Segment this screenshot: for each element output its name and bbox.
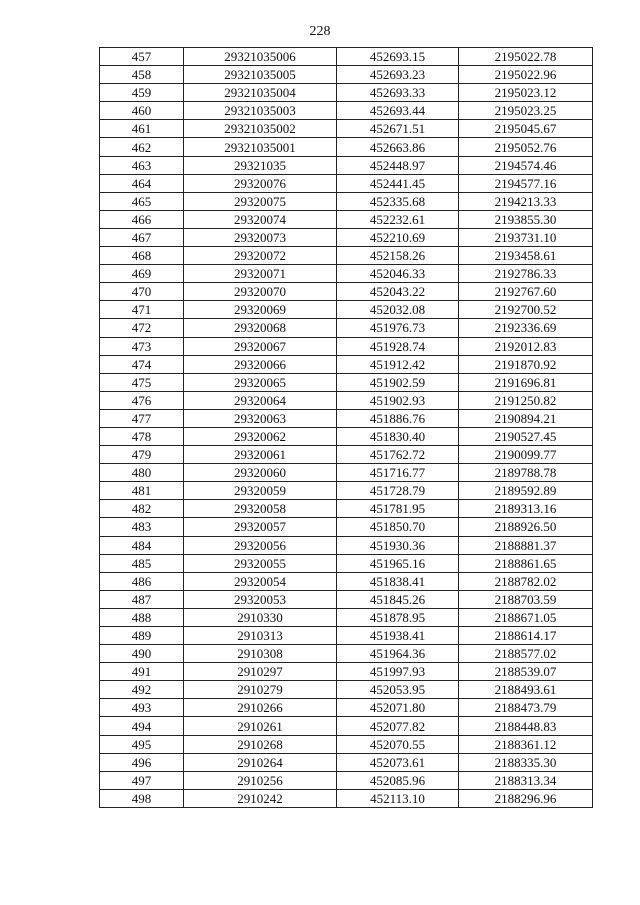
x-coordinate-cell: 451845.26 <box>337 590 459 608</box>
point-number-cell: 479 <box>100 446 184 464</box>
code-cell: 29320056 <box>184 536 337 554</box>
table-row <box>100 446 593 464</box>
x-coordinate-cell: 451902.59 <box>337 373 459 391</box>
x-coordinate-cell: 451850.70 <box>337 518 459 536</box>
table-row <box>100 717 593 735</box>
code-cell: 2910308 <box>184 645 337 663</box>
y-coordinate-cell: 2192700.52 <box>459 301 593 319</box>
y-coordinate-cell: 2195022.78 <box>459 48 593 66</box>
point-number-cell: 488 <box>100 608 184 626</box>
code-cell: 29320059 <box>184 482 337 500</box>
x-coordinate-cell: 452210.69 <box>337 228 459 246</box>
x-coordinate-cell: 451716.77 <box>337 464 459 482</box>
table-row <box>100 753 593 771</box>
code-cell: 29320076 <box>184 174 337 192</box>
point-number-cell: 492 <box>100 681 184 699</box>
point-number-cell: 490 <box>100 645 184 663</box>
code-cell: 29320066 <box>184 355 337 373</box>
y-coordinate-cell: 2192012.83 <box>459 337 593 355</box>
x-coordinate-cell: 452232.61 <box>337 210 459 228</box>
code-cell: 29320064 <box>184 391 337 409</box>
y-coordinate-cell: 2195023.12 <box>459 84 593 102</box>
code-cell: 29320053 <box>184 590 337 608</box>
y-coordinate-cell: 2188473.79 <box>459 699 593 717</box>
x-coordinate-cell: 452071.80 <box>337 699 459 717</box>
table-row <box>100 789 593 807</box>
y-coordinate-cell: 2194574.46 <box>459 156 593 174</box>
y-coordinate-cell: 2188539.07 <box>459 663 593 681</box>
point-number-cell: 497 <box>100 771 184 789</box>
x-coordinate-cell: 452085.96 <box>337 771 459 789</box>
table-row <box>100 102 593 120</box>
table-row <box>100 174 593 192</box>
x-coordinate-cell: 452070.55 <box>337 735 459 753</box>
y-coordinate-cell: 2188671.05 <box>459 608 593 626</box>
point-number-cell: 458 <box>100 66 184 84</box>
table-row <box>100 84 593 102</box>
x-coordinate-cell: 451965.16 <box>337 554 459 572</box>
table-row <box>100 355 593 373</box>
code-cell: 29320068 <box>184 319 337 337</box>
x-coordinate-cell: 452077.82 <box>337 717 459 735</box>
point-number-cell: 464 <box>100 174 184 192</box>
table-row <box>100 138 593 156</box>
point-number-cell: 484 <box>100 536 184 554</box>
y-coordinate-cell: 2193855.30 <box>459 210 593 228</box>
code-cell: 29321035001 <box>184 138 337 156</box>
y-coordinate-cell: 2190099.77 <box>459 446 593 464</box>
x-coordinate-cell: 451930.36 <box>337 536 459 554</box>
y-coordinate-cell: 2188614.17 <box>459 627 593 645</box>
table-row <box>100 409 593 427</box>
point-number-cell: 485 <box>100 554 184 572</box>
table-row <box>100 228 593 246</box>
point-number-cell: 482 <box>100 500 184 518</box>
x-coordinate-cell: 451976.73 <box>337 319 459 337</box>
x-coordinate-cell: 451938.41 <box>337 627 459 645</box>
y-coordinate-cell: 2189313.16 <box>459 500 593 518</box>
table-row <box>100 391 593 409</box>
y-coordinate-cell: 2188313.34 <box>459 771 593 789</box>
table-row <box>100 536 593 554</box>
y-coordinate-cell: 2191696.81 <box>459 373 593 391</box>
code-cell: 29321035002 <box>184 120 337 138</box>
code-cell: 29320065 <box>184 373 337 391</box>
x-coordinate-cell: 452663.86 <box>337 138 459 156</box>
point-number-cell: 469 <box>100 265 184 283</box>
y-coordinate-cell: 2189592.89 <box>459 482 593 500</box>
y-coordinate-cell: 2192786.33 <box>459 265 593 283</box>
code-cell: 2910297 <box>184 663 337 681</box>
y-coordinate-cell: 2188577.02 <box>459 645 593 663</box>
y-coordinate-cell: 2188448.83 <box>459 717 593 735</box>
code-cell: 29321035006 <box>184 48 337 66</box>
point-number-cell: 471 <box>100 301 184 319</box>
point-number-cell: 465 <box>100 192 184 210</box>
code-cell: 29320060 <box>184 464 337 482</box>
x-coordinate-cell: 451964.36 <box>337 645 459 663</box>
table-row <box>100 608 593 626</box>
table-row <box>100 66 593 84</box>
y-coordinate-cell: 2194213.33 <box>459 192 593 210</box>
y-coordinate-cell: 2188361.12 <box>459 735 593 753</box>
y-coordinate-cell: 2188782.02 <box>459 572 593 590</box>
point-number-cell: 463 <box>100 156 184 174</box>
point-number-cell: 461 <box>100 120 184 138</box>
table-row <box>100 518 593 536</box>
y-coordinate-cell: 2193731.10 <box>459 228 593 246</box>
point-number-cell: 491 <box>100 663 184 681</box>
y-coordinate-cell: 2192767.60 <box>459 283 593 301</box>
code-cell: 29320075 <box>184 192 337 210</box>
code-cell: 2910266 <box>184 699 337 717</box>
x-coordinate-cell: 451997.93 <box>337 663 459 681</box>
point-number-cell: 489 <box>100 627 184 645</box>
y-coordinate-cell: 2188926.50 <box>459 518 593 536</box>
code-cell: 29320063 <box>184 409 337 427</box>
code-cell: 29320073 <box>184 228 337 246</box>
y-coordinate-cell: 2188335.30 <box>459 753 593 771</box>
table-row <box>100 464 593 482</box>
point-number-cell: 476 <box>100 391 184 409</box>
x-coordinate-cell: 452441.45 <box>337 174 459 192</box>
x-coordinate-cell: 452693.23 <box>337 66 459 84</box>
x-coordinate-cell: 452158.26 <box>337 247 459 265</box>
x-coordinate-cell: 451912.42 <box>337 355 459 373</box>
table-row <box>100 699 593 717</box>
code-cell: 2910330 <box>184 608 337 626</box>
table-row <box>100 120 593 138</box>
x-coordinate-cell: 452046.33 <box>337 265 459 283</box>
y-coordinate-cell: 2188703.59 <box>459 590 593 608</box>
x-coordinate-cell: 451902.93 <box>337 391 459 409</box>
code-cell: 29321035003 <box>184 102 337 120</box>
point-number-cell: 460 <box>100 102 184 120</box>
point-number-cell: 473 <box>100 337 184 355</box>
point-number-cell: 477 <box>100 409 184 427</box>
coordinates-table <box>99 47 593 808</box>
code-cell: 29320062 <box>184 427 337 445</box>
table-row <box>100 192 593 210</box>
y-coordinate-cell: 2194577.16 <box>459 174 593 192</box>
point-number-cell: 467 <box>100 228 184 246</box>
code-cell: 29321035004 <box>184 84 337 102</box>
x-coordinate-cell: 451762.72 <box>337 446 459 464</box>
code-cell: 29320055 <box>184 554 337 572</box>
x-coordinate-cell: 452043.22 <box>337 283 459 301</box>
table-row <box>100 590 593 608</box>
table-row <box>100 283 593 301</box>
y-coordinate-cell: 2192336.69 <box>459 319 593 337</box>
point-number-cell: 498 <box>100 789 184 807</box>
code-cell: 29320058 <box>184 500 337 518</box>
point-number-cell: 472 <box>100 319 184 337</box>
table-row <box>100 554 593 572</box>
y-coordinate-cell: 2195022.96 <box>459 66 593 84</box>
x-coordinate-cell: 452032.08 <box>337 301 459 319</box>
table-row <box>100 247 593 265</box>
point-number-cell: 457 <box>100 48 184 66</box>
point-number-cell: 474 <box>100 355 184 373</box>
point-number-cell: 493 <box>100 699 184 717</box>
x-coordinate-cell: 452053.95 <box>337 681 459 699</box>
y-coordinate-cell: 2188493.61 <box>459 681 593 699</box>
x-coordinate-cell: 451781.95 <box>337 500 459 518</box>
code-cell: 29320072 <box>184 247 337 265</box>
x-coordinate-cell: 452693.44 <box>337 102 459 120</box>
y-coordinate-cell: 2188296.96 <box>459 789 593 807</box>
point-number-cell: 483 <box>100 518 184 536</box>
point-number-cell: 496 <box>100 753 184 771</box>
table-row <box>100 48 593 66</box>
code-cell: 2910313 <box>184 627 337 645</box>
code-cell: 2910279 <box>184 681 337 699</box>
x-coordinate-cell: 452693.15 <box>337 48 459 66</box>
table-row <box>100 265 593 283</box>
point-number-cell: 481 <box>100 482 184 500</box>
point-number-cell: 478 <box>100 427 184 445</box>
code-cell: 29321035 <box>184 156 337 174</box>
code-cell: 2910268 <box>184 735 337 753</box>
x-coordinate-cell: 452693.33 <box>337 84 459 102</box>
x-coordinate-cell: 452671.51 <box>337 120 459 138</box>
point-number-cell: 462 <box>100 138 184 156</box>
point-number-cell: 494 <box>100 717 184 735</box>
code-cell: 29320067 <box>184 337 337 355</box>
code-cell: 29320070 <box>184 283 337 301</box>
table-row <box>100 572 593 590</box>
table-row <box>100 735 593 753</box>
table-row <box>100 210 593 228</box>
table-row <box>100 301 593 319</box>
x-coordinate-cell: 452113.10 <box>337 789 459 807</box>
x-coordinate-cell: 451830.40 <box>337 427 459 445</box>
code-cell: 2910261 <box>184 717 337 735</box>
point-number-cell: 466 <box>100 210 184 228</box>
code-cell: 29321035005 <box>184 66 337 84</box>
x-coordinate-cell: 451728.79 <box>337 482 459 500</box>
x-coordinate-cell: 452073.61 <box>337 753 459 771</box>
x-coordinate-cell: 452335.68 <box>337 192 459 210</box>
page-number: 228 <box>309 24 331 39</box>
y-coordinate-cell: 2195023.25 <box>459 102 593 120</box>
y-coordinate-cell: 2191250.82 <box>459 391 593 409</box>
point-number-cell: 487 <box>100 590 184 608</box>
code-cell: 29320061 <box>184 446 337 464</box>
y-coordinate-cell: 2193458.61 <box>459 247 593 265</box>
table-row <box>100 681 593 699</box>
point-number-cell: 459 <box>100 84 184 102</box>
x-coordinate-cell: 452448.97 <box>337 156 459 174</box>
x-coordinate-cell: 451878.95 <box>337 608 459 626</box>
code-cell: 29320057 <box>184 518 337 536</box>
table-row <box>100 627 593 645</box>
x-coordinate-cell: 451838.41 <box>337 572 459 590</box>
table-row <box>100 427 593 445</box>
table-body <box>100 48 593 808</box>
code-cell: 29320069 <box>184 301 337 319</box>
y-coordinate-cell: 2195045.67 <box>459 120 593 138</box>
x-coordinate-cell: 451928.74 <box>337 337 459 355</box>
point-number-cell: 486 <box>100 572 184 590</box>
table-row <box>100 373 593 391</box>
code-cell: 2910264 <box>184 753 337 771</box>
y-coordinate-cell: 2189788.78 <box>459 464 593 482</box>
table-row <box>100 645 593 663</box>
y-coordinate-cell: 2190894.21 <box>459 409 593 427</box>
code-cell: 29320071 <box>184 265 337 283</box>
table-row <box>100 771 593 789</box>
table-row <box>100 482 593 500</box>
code-cell: 2910256 <box>184 771 337 789</box>
point-number-cell: 468 <box>100 247 184 265</box>
point-number-cell: 480 <box>100 464 184 482</box>
table-row <box>100 663 593 681</box>
table-row <box>100 156 593 174</box>
point-number-cell: 470 <box>100 283 184 301</box>
point-number-cell: 475 <box>100 373 184 391</box>
code-cell: 2910242 <box>184 789 337 807</box>
table-row <box>100 337 593 355</box>
y-coordinate-cell: 2190527.45 <box>459 427 593 445</box>
code-cell: 29320054 <box>184 572 337 590</box>
table-row <box>100 500 593 518</box>
code-cell: 29320074 <box>184 210 337 228</box>
y-coordinate-cell: 2188861.65 <box>459 554 593 572</box>
y-coordinate-cell: 2195052.76 <box>459 138 593 156</box>
point-number-cell: 495 <box>100 735 184 753</box>
y-coordinate-cell: 2191870.92 <box>459 355 593 373</box>
x-coordinate-cell: 451886.76 <box>337 409 459 427</box>
y-coordinate-cell: 2188881.37 <box>459 536 593 554</box>
table-row <box>100 319 593 337</box>
